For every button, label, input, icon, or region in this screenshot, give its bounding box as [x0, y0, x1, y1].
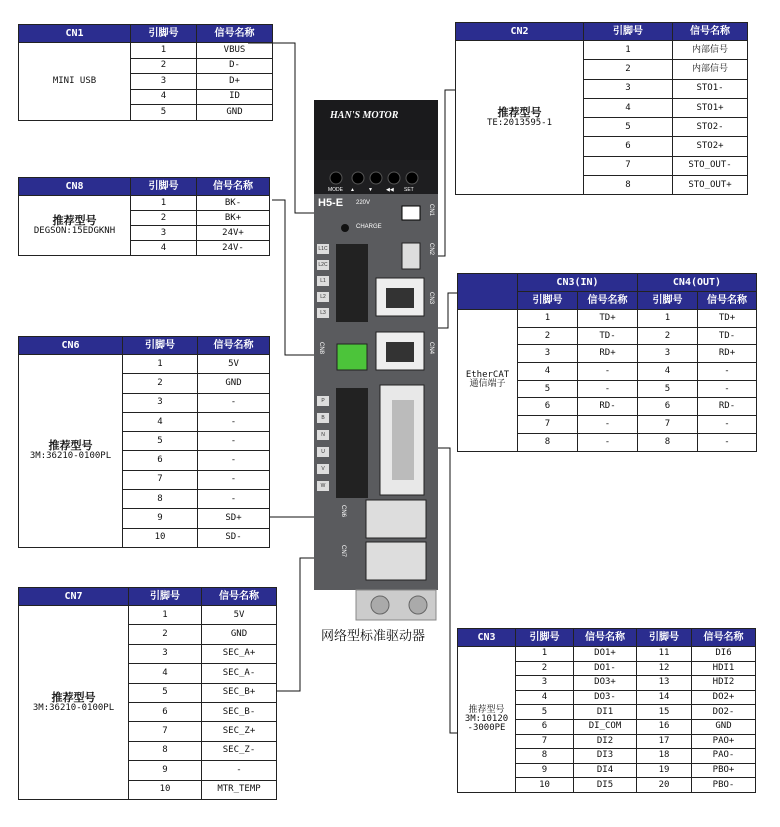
cn6-pin-cell: 5 [123, 432, 198, 451]
cn6-pin-cell: 1 [123, 355, 198, 374]
driver-top [314, 100, 438, 160]
cn7-pin-cell: 2 [129, 625, 202, 644]
cn2-pin-cell: 3 [584, 79, 673, 98]
cn7-pin-cell: 6 [129, 702, 202, 721]
cn34-signal-cell: TD+ [698, 310, 757, 328]
cn34-pin-cell: 2 [638, 327, 698, 345]
cn34-pin-header-a: 引脚号 [518, 292, 578, 310]
cn8-connector [337, 344, 367, 370]
cn8-signal-cell: BK+ [197, 211, 270, 226]
cn2-port [402, 243, 420, 269]
cn3-group-label-1: 推荐型号 [468, 704, 505, 715]
cn6-signal-cell: SD+ [198, 509, 270, 528]
cn8-row [19, 196, 270, 211]
cn8-signal-cell: BK- [197, 196, 270, 211]
cn7-pin-cell: 4 [129, 664, 202, 683]
cn34-row [458, 310, 757, 328]
cn6-pin-cell: 8 [123, 490, 198, 509]
cn7-pin-cell: 8 [129, 741, 202, 760]
charge-label: CHARGE [356, 224, 382, 230]
cn2-signal-cell: 内部信号 [673, 41, 748, 60]
cn1-signal-cell: GND [197, 105, 273, 121]
cn3-signal-cell: GND [692, 719, 756, 734]
cn7-signal-cell: SEC_A- [202, 664, 277, 683]
cn6-signal-cell: - [198, 451, 270, 470]
cn6-group-label-1: 推荐型号 [48, 439, 93, 453]
cn6-pin-cell: 2 [123, 374, 198, 393]
cn3-pin-cell: 20 [637, 778, 692, 793]
cn34-title-in: CN3(IN) [518, 274, 638, 292]
cn7-signal-cell: SEC_B+ [202, 683, 277, 702]
motor_labels-label: B [317, 413, 329, 423]
cn7-signal-cell: MTR_TEMP [202, 780, 277, 799]
cn34-pin-cell: 6 [638, 398, 698, 416]
cn6-signal-cell: - [198, 393, 270, 412]
cn3-group-label-2: 3M:10120 [464, 713, 509, 724]
cn3-pin-cell: 18 [637, 749, 692, 764]
cn7-group-label-1: 推荐型号 [51, 690, 96, 704]
cn3-title: CN3 [458, 629, 516, 647]
cn3-signal-cell: PAO- [692, 749, 756, 764]
cn7-pin-cell: 1 [129, 606, 202, 625]
cn6-pin-cell: 6 [123, 451, 198, 470]
button-labels [328, 187, 428, 195]
cn2-pin-cell: 4 [584, 98, 673, 117]
cn3-sig-header-a: 信号名称 [574, 629, 637, 647]
cn3-pin-cell: 14 [637, 690, 692, 705]
cn34-table [457, 273, 757, 452]
cn3-signal-cell: DO3- [574, 690, 637, 705]
cn6-sig-header: 信号名称 [198, 337, 270, 355]
cn3-pin-cell: 2 [516, 661, 574, 676]
cn8-table [18, 177, 270, 256]
cn1-title: CN1 [19, 25, 131, 43]
cn7-signal-cell: GND [202, 625, 277, 644]
cn7-signal-cell: SEC_A+ [202, 644, 277, 663]
cn3-sig-header-b: 信号名称 [692, 629, 756, 647]
port-label: CN8 [318, 342, 324, 355]
cn3-signal-cell: HDI2 [692, 676, 756, 691]
cn3-pin-cell: 10 [516, 778, 574, 793]
cn6-pin-cell: 4 [123, 412, 198, 431]
cn7-pin-cell: 3 [129, 644, 202, 663]
port-label: CN1 [428, 204, 434, 217]
cn34-signal-cell: - [578, 363, 638, 381]
port-label: CN7 [340, 545, 346, 558]
cn2-pin-cell: 2 [584, 60, 673, 79]
cn6-signal-cell: GND [198, 374, 270, 393]
cn1-pin-cell: 1 [131, 43, 197, 59]
cn34-signal-cell: TD+ [578, 310, 638, 328]
cn2-signal-cell: STO1+ [673, 98, 748, 117]
cn34-signal-cell: - [698, 380, 757, 398]
cn34-signal-cell: - [578, 433, 638, 451]
cn7-signal-cell: SEC_Z+ [202, 722, 277, 741]
cn34-pin-cell: 1 [638, 310, 698, 328]
cn3-signal-cell: DO2+ [692, 690, 756, 705]
cn1-sig-header: 信号名称 [197, 25, 273, 43]
cn3-pin-cell: 1 [516, 647, 574, 662]
cn2-sig-header: 信号名称 [673, 23, 748, 41]
cn6-pin-cell: 3 [123, 393, 198, 412]
cn7-signal-cell: SEC_Z- [202, 741, 277, 760]
cn34-title-out: CN4(OUT) [638, 274, 757, 292]
cn2-title: CN2 [456, 23, 584, 41]
cn34-pin-cell: 1 [518, 310, 578, 328]
motor_labels-label: P [317, 396, 329, 406]
brand-label: HAN'S MOTOR [330, 110, 399, 121]
cn3-group-cell [458, 647, 516, 793]
motor-connector [336, 388, 368, 498]
cn2-table [455, 22, 748, 195]
cn6-row [19, 355, 270, 374]
cn3-signal-cell: DI_COM [574, 719, 637, 734]
cn3-pin-cell: 7 [516, 734, 574, 749]
cn1-pin-cell: 2 [131, 58, 197, 74]
cn2-pin-cell: 7 [584, 156, 673, 175]
cn3-signal-cell: DO1- [574, 661, 637, 676]
cn6-pin-cell: 7 [123, 470, 198, 489]
power_labels-label: L1C [318, 246, 328, 252]
button-label: ◀◀ [386, 187, 394, 193]
power_labels-label: L1 [317, 276, 329, 286]
motor_labels-label: W [317, 481, 329, 491]
cn2-row [456, 41, 748, 60]
cn1-pin-header: 引脚号 [131, 25, 197, 43]
cn8-sig-header: 信号名称 [197, 178, 270, 196]
cn2-group-label-1: 推荐型号 [497, 106, 542, 120]
cn2-signal-cell: STO2+ [673, 137, 748, 156]
cn2-pin-cell: 8 [584, 176, 673, 195]
cn3-signal-cell: DI2 [574, 734, 637, 749]
cn3-pin-cell: 4 [516, 690, 574, 705]
cn7-signal-cell: SEC_B- [202, 702, 277, 721]
cn2-signal-cell: 内部信号 [673, 60, 748, 79]
cn3-signal-cell: DI6 [692, 647, 756, 662]
cn3-signal-cell: PBO+ [692, 763, 756, 778]
cn34-pin-cell: 5 [518, 380, 578, 398]
cn2-pin-cell: 1 [584, 41, 673, 60]
cn7-pin-cell: 9 [129, 761, 202, 780]
cn3-signal-cell: DO2- [692, 705, 756, 720]
cn8-signal-cell: 24V+ [197, 226, 270, 241]
cn7-pin-cell: 5 [129, 683, 202, 702]
cn8-pin-cell: 4 [131, 241, 197, 256]
cn3-pin-cell: 17 [637, 734, 692, 749]
cn34-sig-header-b: 信号名称 [698, 292, 757, 310]
cn6-signal-cell: - [198, 412, 270, 431]
cn7-group-cell [19, 606, 129, 800]
cn34-signal-cell: RD- [698, 398, 757, 416]
cn34-signal-cell: RD+ [698, 345, 757, 363]
cn3-group-label-3: -3000PE [467, 722, 506, 733]
power-connector [336, 244, 368, 322]
cn8-signal-cell: 24V- [197, 241, 270, 256]
cn6-pin-cell: 10 [123, 528, 198, 547]
cn2-pin-cell: 6 [584, 137, 673, 156]
cn34-sig-header-a: 信号名称 [578, 292, 638, 310]
cn34-signal-cell: - [698, 363, 757, 381]
cn34-signal-cell: - [578, 380, 638, 398]
cn34-signal-cell: - [578, 416, 638, 434]
port-label: CN6 [340, 505, 346, 518]
cn34-group-label-1: EtherCAT [465, 370, 510, 381]
cn7-row [19, 606, 277, 625]
cn6-signal-cell: SD- [198, 528, 270, 547]
motor_labels-label: N [317, 430, 329, 440]
port-label: CN3 [428, 292, 434, 305]
cn3-pin-header-b: 引脚号 [637, 629, 692, 647]
cn8-group-label-1: 推荐型号 [52, 214, 97, 227]
cn6-group-label-2: 3M:36210-0100PL [29, 451, 112, 462]
cn6-signal-cell: - [198, 490, 270, 509]
cn1-group-label-1: MINI USB [52, 75, 97, 86]
cn3-pin-cell: 11 [637, 647, 692, 662]
cn1-pin-cell: 4 [131, 89, 197, 105]
cn34-pin-cell: 7 [518, 416, 578, 434]
cn8-pin-cell: 2 [131, 211, 197, 226]
cn7-pin-cell: 7 [129, 722, 202, 741]
motor_labels-label: V [317, 464, 329, 474]
cn6-signal-cell: - [198, 432, 270, 451]
cn3-signal-cell: DI3 [574, 749, 637, 764]
power_labels-label: L2 [317, 292, 329, 302]
port-label: CN2 [428, 243, 434, 256]
cn2-group-cell [456, 41, 584, 195]
cn8-group-cell [19, 196, 131, 256]
cn6-signal-cell: 5V [198, 355, 270, 374]
cn2-pin-header: 引脚号 [584, 23, 673, 41]
button-label: SET [404, 187, 414, 193]
cn34-pin-cell: 5 [638, 380, 698, 398]
cn2-signal-cell: STO_OUT+ [673, 176, 748, 195]
cn34-pin-cell: 6 [518, 398, 578, 416]
cn34-pin-cell: 4 [638, 363, 698, 381]
cn2-signal-cell: STO1- [673, 79, 748, 98]
cn34-pin-cell: 4 [518, 363, 578, 381]
cn8-title: CN8 [19, 178, 131, 196]
cn3-pin-cell: 13 [637, 676, 692, 691]
cn3-pin-cell: 12 [637, 661, 692, 676]
cn1-signal-cell: D- [197, 58, 273, 74]
power_labels-label: L3 [317, 308, 329, 318]
cn1-group-cell [19, 43, 131, 121]
cn3-signal-cell: DI5 [574, 778, 637, 793]
cn2-signal-cell: STO_OUT- [673, 156, 748, 175]
cn7-title: CN7 [19, 588, 129, 606]
cn34-pin-cell: 3 [518, 345, 578, 363]
cn2-group-label-2: TE:2013595-1 [486, 118, 553, 129]
cn1-row [19, 43, 273, 59]
cn1-table [18, 24, 273, 121]
cn8-pin-cell: 3 [131, 226, 197, 241]
cn3-pin-cell: 8 [516, 749, 574, 764]
cn6-group-cell [19, 355, 123, 548]
cn34-pin-header-b: 引脚号 [638, 292, 698, 310]
cn1-pin-cell: 3 [131, 74, 197, 90]
cn3-pin-cell: 16 [637, 719, 692, 734]
cn6-table [18, 336, 270, 548]
cn3-signal-cell: DI1 [574, 705, 637, 720]
cn3-pin-cell: 19 [637, 763, 692, 778]
cn34-signal-cell: - [698, 433, 757, 451]
cn7-signal-cell: - [202, 761, 277, 780]
cn8-pin-header: 引脚号 [131, 178, 197, 196]
voltage-label: 220V [356, 200, 371, 206]
cn7-pin-header: 引脚号 [129, 588, 202, 606]
cn1-signal-cell: VBUS [197, 43, 273, 59]
cn34-signal-cell: RD+ [578, 345, 638, 363]
cn3-pin-cell: 5 [516, 705, 574, 720]
button-label: ▼ [368, 187, 373, 193]
motor_labels-label: U [317, 447, 329, 457]
cn1-pin-cell: 5 [131, 105, 197, 121]
cn6-title: CN6 [19, 337, 123, 355]
cn3-pin-header-a: 引脚号 [516, 629, 574, 647]
cn2-pin-cell: 5 [584, 118, 673, 137]
cn34-signal-cell: TD- [698, 327, 757, 345]
port-label: CN4 [428, 342, 434, 355]
cn8-group-label-2: DEGSON:15EDGKNH [33, 226, 116, 236]
cn6-pin-cell: 9 [123, 509, 198, 528]
cn34-signal-cell: - [698, 416, 757, 434]
cn3-signal-cell: HDI1 [692, 661, 756, 676]
cn7-signal-cell: 5V [202, 606, 277, 625]
cn3-signal-cell: DO3+ [574, 676, 637, 691]
cn6-signal-cell: - [198, 470, 270, 489]
cn34-signal-cell: RD- [578, 398, 638, 416]
cn3-signal-cell: DI4 [574, 763, 637, 778]
cn3-signal-cell: DO1+ [574, 647, 637, 662]
button-label: ▲ [350, 187, 355, 193]
driver-caption: 网络型标准驱动器 [321, 629, 426, 644]
cn3-pin-cell: 3 [516, 676, 574, 691]
cn7-port [366, 542, 426, 580]
cn7-group-label-2: 3M:36210-0100PL [32, 702, 115, 713]
cn34-pin-cell: 3 [638, 345, 698, 363]
cn1-port [402, 206, 420, 220]
cn3-pin-cell: 6 [516, 719, 574, 734]
cn1-signal-cell: ID [197, 89, 273, 105]
cn34-pin-cell: 2 [518, 327, 578, 345]
model-label: H5-E [318, 197, 344, 209]
cn34-corner [458, 274, 518, 310]
cn3-signal-cell: PBO- [692, 778, 756, 793]
cn3-table [457, 628, 756, 793]
cn34-group-cell [458, 310, 518, 452]
cn3-pin-cell: 15 [637, 705, 692, 720]
cn34-pin-cell: 8 [518, 433, 578, 451]
cn2-signal-cell: STO2- [673, 118, 748, 137]
cn34-pin-cell: 7 [638, 416, 698, 434]
cn3-pin-cell: 9 [516, 763, 574, 778]
cn7-sig-header: 信号名称 [202, 588, 277, 606]
charge-led [341, 224, 349, 232]
cn7-pin-cell: 10 [129, 780, 202, 799]
button-label: MODE [328, 187, 343, 193]
cn34-pin-cell: 8 [638, 433, 698, 451]
power_labels-label: L2C [318, 262, 328, 268]
cn6-pin-header: 引脚号 [123, 337, 198, 355]
cn1-signal-cell: D+ [197, 74, 273, 90]
cn6-port [366, 500, 426, 538]
cn7-table [18, 587, 277, 800]
cn34-group-label-2: 通信端子 [469, 379, 506, 390]
cn3-row [458, 647, 756, 662]
cn8-pin-cell: 1 [131, 196, 197, 211]
cn34-signal-cell: TD- [578, 327, 638, 345]
cn3-signal-cell: PAO+ [692, 734, 756, 749]
